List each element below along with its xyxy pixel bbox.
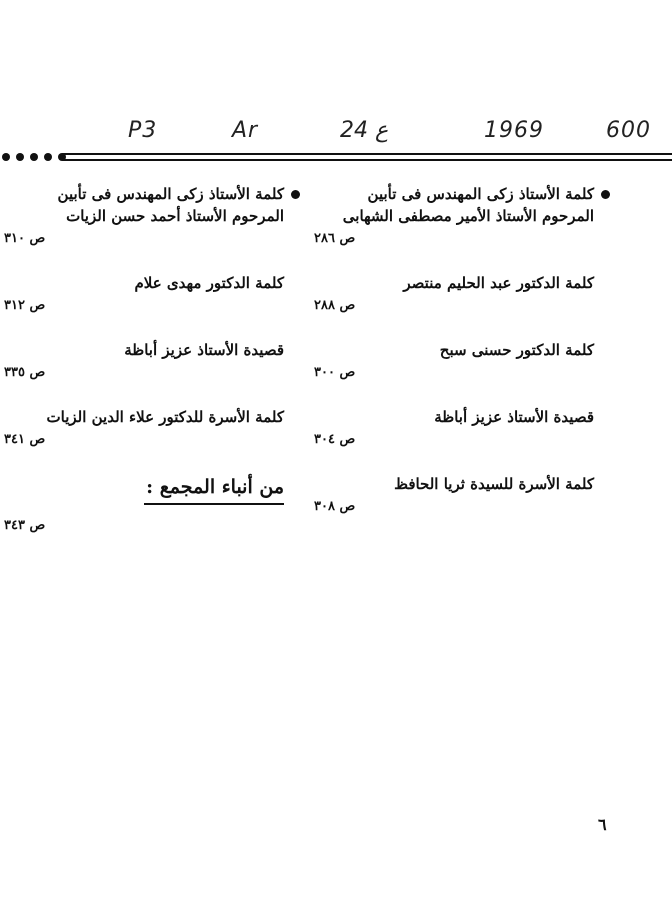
dot-icon bbox=[44, 153, 52, 161]
section-heading bbox=[4, 473, 284, 505]
entry-title: قصيدة الأستاذ عزيز أباظة bbox=[434, 408, 594, 426]
handwritten-annotation-2: Ar bbox=[232, 118, 259, 143]
entry-page: ص ٣٠٤ bbox=[314, 432, 356, 447]
entry-title: كلمة الدكتور عبد الحليم منتصر bbox=[403, 274, 594, 292]
entry-title: كلمة الدكتور مهدى علام bbox=[134, 274, 284, 292]
contents-entry bbox=[4, 339, 284, 381]
contents-entry bbox=[314, 473, 594, 515]
header-rule-bottom bbox=[62, 159, 672, 161]
entry-title: قصيدة الأستاذ عزيز أباظة bbox=[124, 341, 284, 359]
bullet-icon bbox=[291, 190, 300, 199]
contents-entry bbox=[314, 183, 594, 247]
handwritten-annotation-5: 600 bbox=[606, 118, 651, 143]
entry-page: ص ٢٨٨ bbox=[314, 298, 356, 313]
entry-page: ص ٣٠٠ bbox=[314, 365, 356, 380]
header-rule-top bbox=[62, 153, 672, 155]
entry-page: ص ٣٠٨ bbox=[314, 499, 356, 514]
entry-page: ص ٢٨٦ bbox=[314, 231, 356, 246]
contents-right-column bbox=[314, 183, 594, 540]
entry-page: ص ٣٣٥ bbox=[4, 365, 46, 380]
section-page: ص ٣٤٣ bbox=[4, 518, 46, 533]
entry-title: كلمة الدكتور حسنى سبح bbox=[439, 341, 594, 359]
bullet-icon bbox=[601, 190, 610, 199]
contents-left-column bbox=[4, 183, 284, 534]
entry-title: كلمة الأسرة للدكتور علاء الدين الزيات bbox=[46, 408, 284, 426]
contents-entry bbox=[314, 272, 594, 314]
section-title: من أنباء المجمع : bbox=[146, 476, 284, 498]
dot-icon bbox=[30, 153, 38, 161]
entry-page: ص ٣١٠ bbox=[4, 231, 46, 246]
contents-entry bbox=[4, 406, 284, 448]
entry-title: كلمة الأسرة للسيدة ثريا الحافظ bbox=[394, 475, 594, 493]
contents-entry bbox=[4, 272, 284, 314]
contents-entry bbox=[314, 339, 594, 381]
entry-title: كلمة الأستاذ زكى المهندس فى تأبين المرحوم الأستاذ أحمد حسن الزيات bbox=[57, 185, 284, 225]
handwritten-annotation-4: 1969 bbox=[484, 118, 544, 143]
section-underline bbox=[144, 503, 284, 505]
entry-page: ص ٣١٢ bbox=[4, 298, 46, 313]
page-number: ٦ bbox=[598, 815, 607, 834]
dot-icon bbox=[2, 153, 10, 161]
dot-icon bbox=[16, 153, 24, 161]
entry-page: ص ٣٤١ bbox=[4, 432, 46, 447]
handwritten-annotation-1: P3 bbox=[128, 118, 158, 143]
contents-entry bbox=[4, 183, 284, 247]
entry-title: كلمة الأستاذ زكى المهندس فى تأبين المرحوم الأستاذ الأمير مصطفى الشهابى bbox=[342, 185, 594, 225]
handwritten-annotation-3: 24 ع bbox=[340, 118, 389, 143]
contents-entry bbox=[314, 406, 594, 448]
header-dots bbox=[2, 153, 66, 161]
